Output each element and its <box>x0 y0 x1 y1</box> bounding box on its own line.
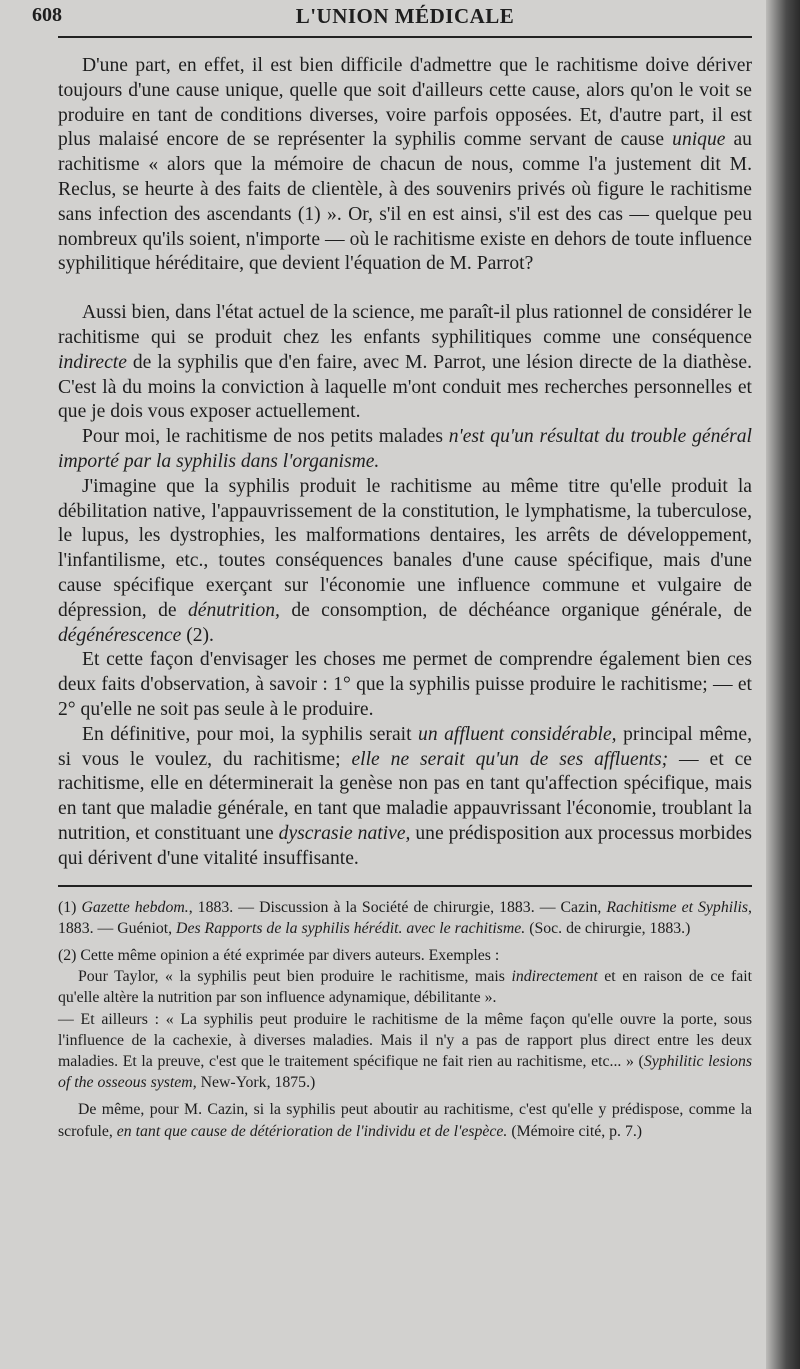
paragraph <box>58 475 752 649</box>
italic-run: dyscrasie native, <box>278 822 411 844</box>
text-run: au rachitisme « alors que la mémoire de chacun de nous, comme l'a justement dit M. Reclus, se heurte à des faits de clientèle, à des souvenirs privés où figure le rachitisme sans infection des ascendants (1) ». Or, s'il en est ainsi, s'il est des cas — quelque peu nombreux qu'ils soient, n'importe — où le rachitisme existe en dehors de toute influence syphilitique héréditaire, que devient l'équation de M. Parrot? <box>58 129 752 275</box>
text-run: de la syphilis que d'en faire, avec M. Parrot, une lésion directe de la diathèse. C'est là du moins la conviction à laquelle m'ont conduit mes recherches personnelles et que je dois vous exposer actuellement. <box>58 351 752 423</box>
italic-run: indirecte <box>58 351 127 373</box>
text-run: De même, pour M. Cazin, si la syphilis peut aboutir au rachitisme, c'est qu'elle y prédispose, comme la scrofule, <box>58 1101 752 1140</box>
text-run: une prédisposition aux processus morbides qui dérivent d'une vitalité insuffisante. <box>58 822 752 869</box>
text-run: Pour moi, le rachitisme de nos petits malades <box>82 426 449 448</box>
italic-run: Syphilitic lesions of the osseous system <box>58 1052 752 1092</box>
italic-run: dégénérescence <box>58 624 182 646</box>
text-run: — et ce rachitisme, elle en déterminerait la genèse non pas en tant qu'affection spécifique, mais en tant que maladie générale, en tant que maladie appauvrissant l'économie, troublant la nutrition, et constituant une <box>58 748 752 844</box>
italic-run: unique <box>672 129 726 151</box>
paragraph <box>58 301 752 425</box>
text-run: J'imagine que la syphilis produit le rachitisme au même titre qu'elle produit la débilitation native, l'appauvrissement de la constitution, le lymphatisme, la tuberculose, le lupus, les dystrophies, les malformations dentaires, les arrêts de développement, l'infantilisme, etc., toutes conséquences banales d'une cause spécifique, mais d'une cause spécifique exerçant sur l'économie une influence commune et vulgaire de dépression, de <box>58 475 752 621</box>
text-run: principal même, si vous le voulez, du rachitisme; <box>58 723 752 770</box>
text-run: (1) <box>58 898 82 916</box>
italic-run: indirectement <box>511 968 598 986</box>
italic-run: Des Rapports de la syphilis hérédit. avec le rachitisme. <box>176 919 526 937</box>
text-run: (Mémoire cité, p. 7.) <box>507 1122 643 1140</box>
paragraph <box>58 723 752 872</box>
text-run: (2). <box>181 624 214 646</box>
footnote <box>58 897 752 939</box>
page-header <box>32 0 752 38</box>
text-run: et en raison de ce fait qu'elle altère la nutrition par son influence adynamique, débilitante ». <box>58 968 753 1007</box>
paragraph <box>58 425 752 475</box>
footnote <box>58 1099 752 1141</box>
text-run: — Et ailleurs : « La syphilis peut produire le rachitisme de la même façon qu'elle ouvre la porte, sous l'influence de la cachexie, à diverses maladies. Mais il n'y a pas de rapport plus direct entre les deux maladies. Et la preuve, c'est que le traitement spécifique ne fait rien au rachitisme, etc... » ( <box>58 1010 752 1070</box>
text-run: (2) Cette même opinion a été exprimée par divers auteurs. Exemples : <box>58 946 500 964</box>
footnote <box>58 945 752 966</box>
footnotes <box>58 897 752 1142</box>
italic-run: n'est qu'un résultat du trouble général importé par la syphilis dans l'organisme. <box>58 426 752 472</box>
italic-run: Gazette hebdom. <box>81 898 189 916</box>
italic-run: dénutrition, <box>187 599 280 621</box>
italic-run: elle ne serait qu'un de ses affluents; <box>351 748 669 770</box>
text-run: Et cette façon d'envisager les choses me permet de comprendre également bien ces deux faits d'observation, à savoir : 1° que la syphilis puisse produire le rachitisme; — et 2° qu'elle ne soit pas seule à le produire. <box>58 649 752 720</box>
footnote-divider <box>58 885 752 887</box>
text-run: Pour Taylor, « la syphilis peut bien produire le rachitisme, mais <box>78 968 512 986</box>
text-run: , 1883. — Discussion à la Société de chirurgie, 1883. — Cazin, <box>188 898 607 916</box>
page-number: 608 <box>32 4 62 26</box>
text-run: de consomption, de déchéance organique générale, de <box>279 599 752 621</box>
text-run: , 1883. — Guéniot, <box>58 898 752 937</box>
text-run: Aussi bien, dans l'état actuel de la science, me paraît-il plus rationnel de considérer le rachitisme qui se produit chez les enfants syphilitiques comme une conséquence <box>58 302 752 348</box>
body-text <box>58 54 752 872</box>
text-run: (Soc. de chirurgie, 1883.) <box>525 919 691 937</box>
page-edge-shadow <box>766 0 800 1369</box>
italic-run: Rachitisme et Syphilis <box>606 898 749 916</box>
footnote <box>58 966 752 1008</box>
text-run: D'une part, en effet, il est bien difficile d'admettre que le rachitisme doive dériver toujours d'une cause unique, quelle que soit d'ailleurs cette cause, alors qu'on le voit se produire en tant de conditions diverses, voire parfois opposées. Et, d'autre part, il est plus malaisé encore de se représenter la syphilis comme servant de cause <box>58 55 752 151</box>
italic-run: en tant que cause de détérioration de l'individu et de l'espèce. <box>116 1122 508 1140</box>
italic-run: un affluent considérable, <box>418 723 617 745</box>
paragraph <box>58 54 752 277</box>
footnote <box>58 1009 752 1094</box>
text-run: , New-York, 1875.) <box>192 1074 316 1092</box>
paragraph <box>58 648 752 722</box>
running-title: L'UNION MÉDICALE <box>295 4 515 28</box>
text-run: En définitive, pour moi, la syphilis serait <box>82 723 419 745</box>
